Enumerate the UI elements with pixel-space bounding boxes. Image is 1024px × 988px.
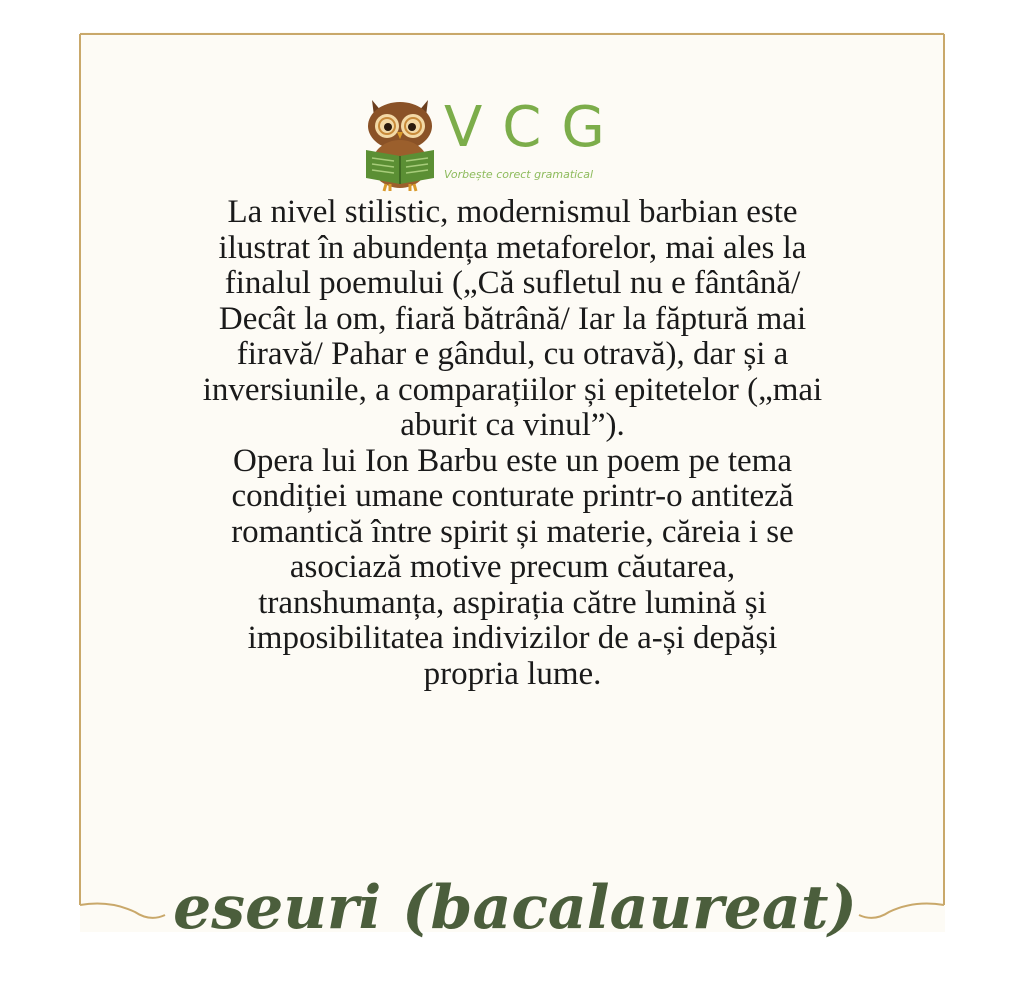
essay-line: firavă/ Pahar e gândul, cu otravă), dar și a	[236, 336, 789, 372]
essay-line: asociază motive precum căutarea,	[289, 549, 736, 585]
logo-wordmark: VCG	[444, 95, 625, 160]
vcg-logo	[358, 92, 658, 192]
footer-title: eseuri (bacalaureat)	[173, 873, 857, 943]
essay-line: imposibilitatea indivizilor de a-și depăși	[247, 620, 778, 656]
essay-text	[90, 195, 935, 692]
essay-line: aburit ca vinul”).	[400, 407, 625, 443]
essay-line: La nivel stilistic, modernismul barbian este	[227, 194, 798, 230]
essay-line: romantică între spirit și materie, căreia i se	[231, 513, 794, 550]
essay-line: Decât la om, fiară bătrână/ Iar la făptură mai	[218, 300, 807, 337]
logo-tagline: Vorbește corect gramatical	[444, 168, 594, 181]
owl-reading-book-icon	[358, 92, 442, 192]
essay-line: propria lume.	[423, 655, 602, 692]
essay-line: inversiunile, a comparațiilor și epitetelor („mai	[202, 371, 823, 408]
essay-line: ilustrat în abundența metaforelor, mai ales la	[218, 229, 807, 266]
essay-line: Opera lui Ion Barbu este un poem pe tema	[233, 442, 792, 479]
essay-line: finalul poemului („Că sufletul nu e fântână/	[224, 265, 801, 301]
essay-line: condiției umane conturate printr-o antiteză	[231, 478, 794, 514]
essay-line: transhumanța, aspirația către lumină și	[258, 584, 767, 621]
